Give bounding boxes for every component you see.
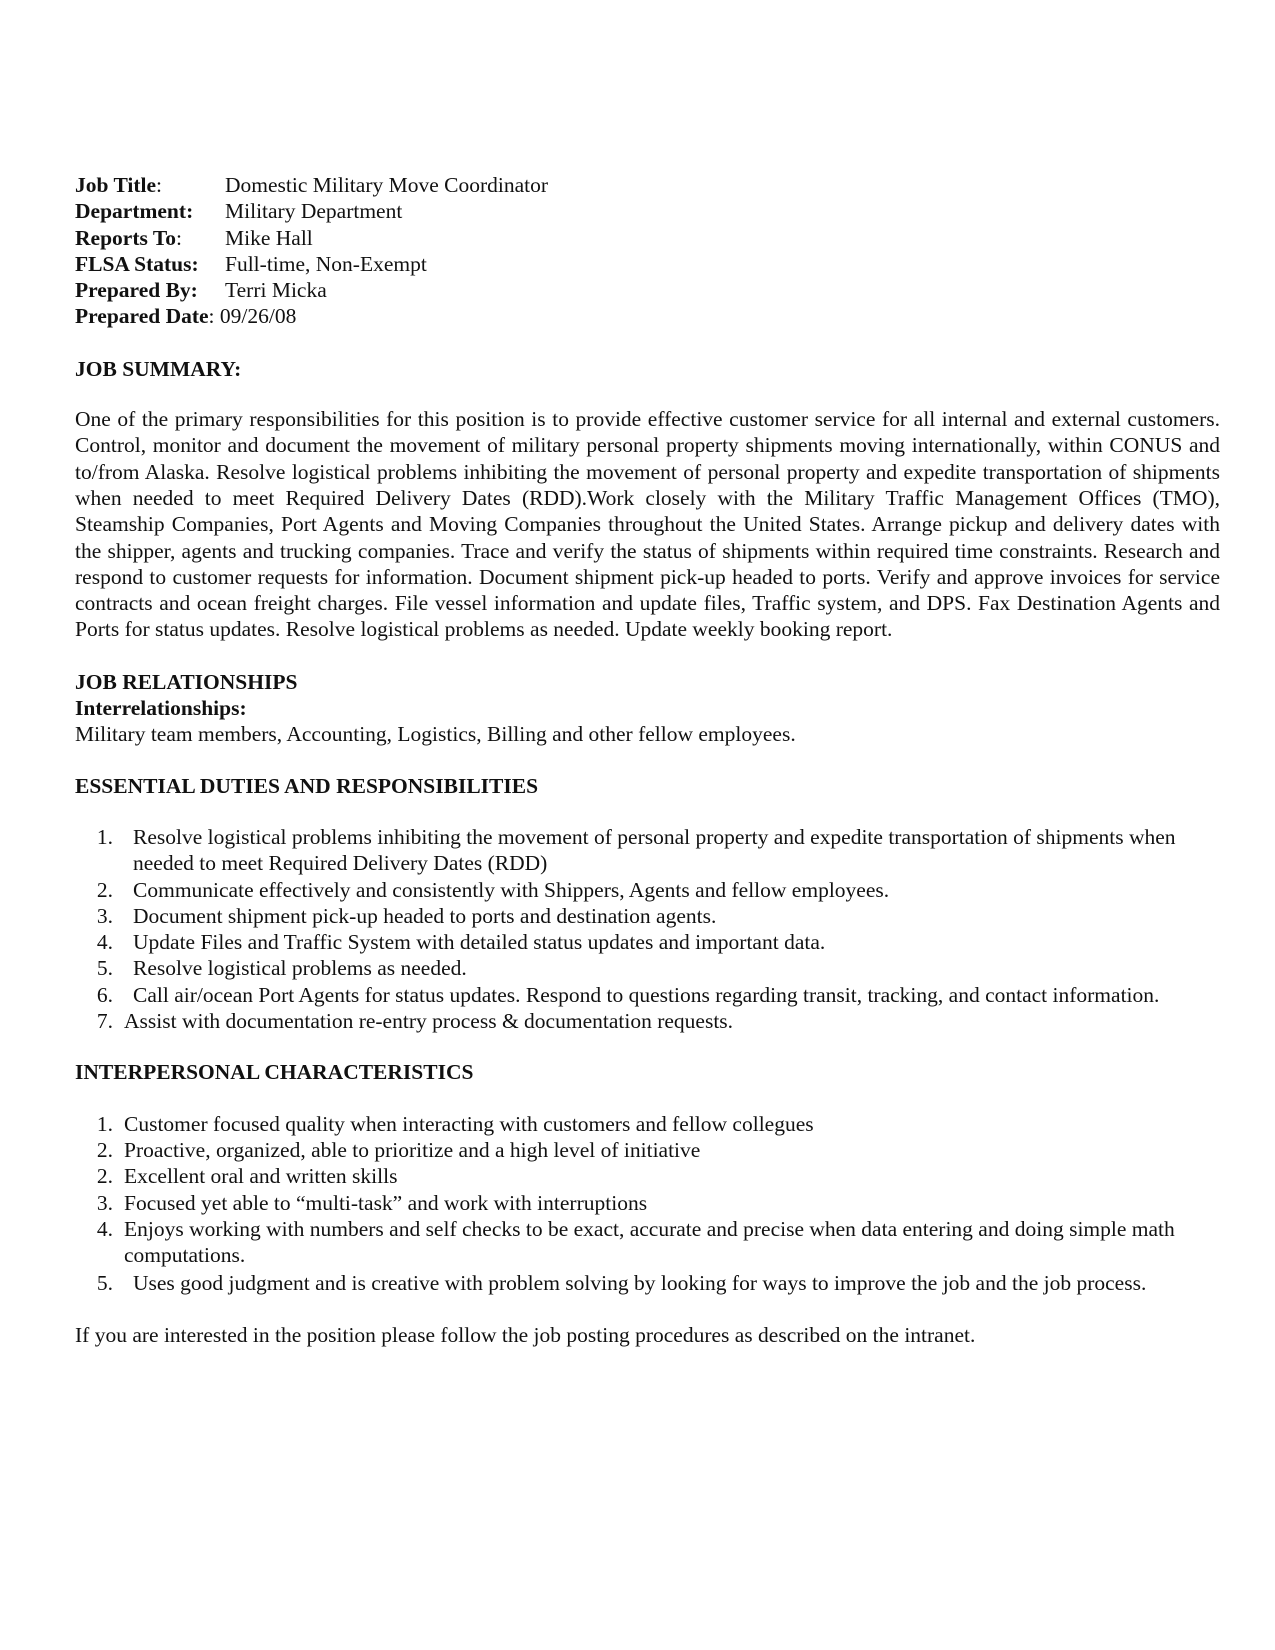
header-field-prepared-by: [75, 277, 1220, 303]
job-description-document: [75, 172, 1220, 1348]
list-item-text: Document shipment pick-up headed to ports and destination agents.: [133, 903, 717, 928]
duties-list: [75, 824, 1220, 1034]
field-separator: :: [208, 304, 215, 329]
list-number: 4.: [96, 1216, 113, 1241]
list-item: [75, 982, 1220, 1008]
field-separator: :: [190, 278, 198, 303]
list-number: 3.: [96, 1190, 113, 1215]
field-value: Full-time, Non-Exempt: [225, 251, 427, 276]
field-value: 09/26/08: [219, 304, 297, 329]
job-relationships-heading: JOB RELATIONSHIPS: [75, 669, 298, 694]
list-item-text: Uses good judgment and is creative with problem solving by looking for ways to improve the job and the job process.: [133, 1271, 1147, 1296]
list-item: [75, 1008, 1220, 1034]
list-number: 5.: [96, 956, 113, 981]
list-item: [75, 1190, 1220, 1216]
list-item: [75, 929, 1220, 955]
list-item-text: Enjoys working with numbers and self checks to be exact, accurate and precise when data entering and doing simple math computations.: [124, 1216, 1175, 1268]
interrelationships-text: Military team members, Accounting, Logistics, Billing and other fellow employees.: [75, 722, 796, 747]
job-summary-text: One of the primary responsibilities for this position is to provide effective customer service for all internal and external customers. Control, monitor and document the movement of military personal property shipments moving internationally, within CONUS and to/from Alaska. Resolve logistical problems inhibiting the movement of personal property and expedite transportation of shipments when needed to meet Required Delivery Dates (RDD).Work closely with the Military Traffic Management Offices (TMO), Steamship Companies, Port Agents and Moving Companies throughout the United States. Arrange pickup and delivery dates with the shipper, agents and trucking companies. Trace and verify the status of shipments within required time constraints. Research and respond to customer requests for information. Document shipment pick-up headed to ports. Verify and approve invoices for service contracts and ocean freight charges. File vessel information and update files, Traffic system, and DPS. Fax Destination Agents and Ports for status updates. Resolve logistical problems as needed. Update weekly booking report.: [75, 407, 1220, 642]
interrelationships-subheading: Interrelationships:: [75, 696, 247, 721]
list-item-text: Assist with documentation re-entry process & documentation requests.: [124, 1009, 734, 1034]
header-field-flsa-status: [75, 251, 1220, 277]
closing-note: If you are interested in the position please follow the job posting procedures as described on the intranet.: [75, 1322, 976, 1347]
field-label: FLSA Status: [75, 251, 192, 276]
job-summary-heading: JOB SUMMARY:: [75, 356, 242, 381]
field-separator: :: [186, 199, 194, 224]
characteristics-list: [75, 1111, 1220, 1297]
header-block: [75, 172, 1220, 330]
header-field-reports-to: [75, 225, 1220, 251]
list-item-text: Resolve logistical problems as needed.: [133, 956, 467, 981]
list-item: [75, 903, 1220, 929]
list-number: 5.: [96, 1271, 113, 1296]
list-item: [75, 1216, 1220, 1269]
field-value: Terri Micka: [225, 278, 327, 303]
field-label: Prepared Date: [75, 304, 209, 329]
list-item: [75, 877, 1220, 903]
interpersonal-characteristics-heading: INTERPERSONAL CHARACTERISTICS: [75, 1060, 474, 1085]
list-number: 4.: [96, 930, 113, 955]
list-item: [75, 1137, 1220, 1163]
field-label: Department: [75, 199, 187, 224]
field-label: Job Title: [75, 173, 157, 197]
list-item-text: Call air/ocean Port Agents for status updates. Respond to questions regarding transit, tracking, and contact information.: [133, 982, 1160, 1007]
field-value: Mike Hall: [225, 225, 313, 250]
field-value: Military Department: [225, 199, 403, 224]
list-item: [75, 1270, 1220, 1296]
field-separator: :: [156, 173, 163, 197]
list-number: 2.: [96, 1137, 113, 1162]
header-field-prepared-date: [75, 303, 1220, 329]
header-field-job-title: [75, 172, 1220, 198]
header-field-department: [75, 198, 1220, 224]
essential-duties-heading: ESSENTIAL DUTIES AND RESPONSIBILITIES: [75, 773, 539, 798]
list-number: 3.: [96, 903, 113, 928]
list-item: [75, 1163, 1220, 1189]
list-item-text: Excellent oral and written skills: [124, 1164, 398, 1189]
field-separator: :: [191, 251, 199, 276]
list-number: 2.: [96, 1164, 113, 1189]
list-item: [75, 1111, 1220, 1137]
list-item-text: Resolve logistical problems inhibiting the movement of personal property and expedite transportation of shipments when needed to meet Required Delivery Dates (RDD): [133, 824, 1176, 876]
list-number: 2.: [96, 877, 113, 902]
field-separator: :: [175, 225, 182, 250]
list-item-text: Communicate effectively and consistently with Shippers, Agents and fellow employees.: [133, 877, 890, 902]
list-number: 7.: [96, 1009, 113, 1034]
list-item-text: Customer focused quality when interacting with customers and fellow collegues: [124, 1111, 814, 1136]
list-item-text: Proactive, organized, able to prioritize and a high level of initiative: [124, 1137, 701, 1162]
list-number: 1.: [96, 824, 113, 849]
field-value: Domestic Military Move Coordinator: [225, 173, 549, 197]
list-item: [75, 955, 1220, 981]
field-label: Reports To: [75, 225, 176, 250]
field-label: Prepared By: [75, 278, 191, 303]
list-item-text: Update Files and Traffic System with detailed status updates and important data.: [133, 930, 826, 955]
list-number: 6.: [96, 982, 113, 1007]
list-item: [75, 824, 1220, 877]
list-number: 1.: [96, 1111, 113, 1136]
list-item-text: Focused yet able to “multi-task” and work with interruptions: [124, 1190, 648, 1215]
